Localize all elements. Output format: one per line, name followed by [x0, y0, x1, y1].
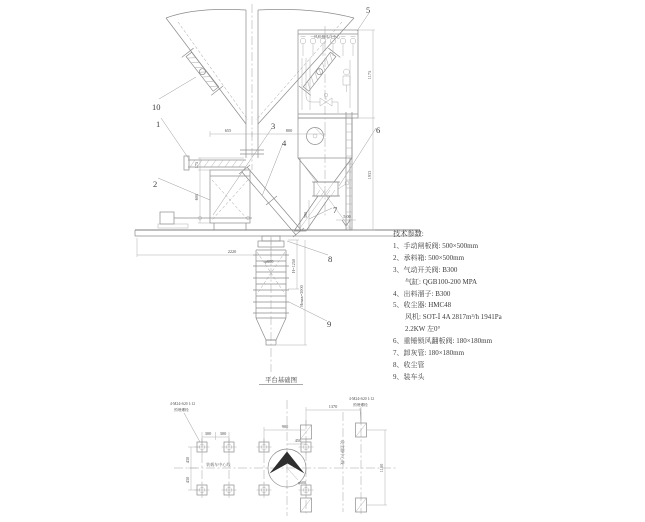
dim-h1250: H=1250: [291, 258, 296, 274]
tech-param-item-6: 6、重锤锁风翻板阀: 180×180mm: [393, 337, 493, 346]
part-label-2: 2: [153, 179, 158, 189]
tech-param-item-3: 3、气动开关阀: B300: [393, 265, 458, 274]
elevation-marker-text: 5.00: [343, 214, 351, 219]
dim-430-b: 430: [185, 476, 190, 484]
v-centerline-label: 收尘器中心线: [340, 440, 345, 465]
tech-param-item-5-sub1: 风机: SOT-Ⅰ 4A 2817m³/h 1941Pa: [405, 313, 502, 322]
bolt-note-right-line2: 预埋螺栓: [353, 403, 368, 407]
tech-param-item-4: 4、出料溜子: B300: [393, 289, 451, 298]
tech-param-item-2: 2、承料箱: 500×500mm: [393, 253, 465, 262]
dim-1933: 1933: [367, 170, 372, 180]
dim-2220: 2220: [227, 249, 237, 254]
tech-param-item-1: 1、手动闸板阀: 500×500mm: [393, 241, 479, 250]
part-label-1: 1: [156, 119, 161, 129]
dim-1175: 1175: [367, 70, 372, 80]
dim-phi600: φ600: [264, 259, 274, 264]
dim-600: 600: [194, 193, 199, 201]
part-label-6: 6: [376, 125, 381, 135]
tech-param-item-9: 9、装车头: [393, 372, 425, 381]
wall-vibrator-left: [182, 48, 223, 95]
dim-390: 390: [303, 211, 308, 219]
bolt-note-left-line1: 4-M24×620 1:12: [170, 402, 196, 406]
dim-300-a: 300: [204, 431, 212, 436]
h-centerline-label: 装载车中心线: [206, 462, 231, 467]
tech-param-item-7: 7、卸灰管: 180×180mm: [393, 349, 465, 358]
dim-430-a: 430: [185, 456, 190, 464]
bolt-note-left-line2: 预埋螺栓: [174, 408, 189, 412]
part-label-7: 7: [333, 205, 338, 215]
ash-pipe: [294, 196, 330, 231]
flap-valve: [312, 181, 349, 196]
part-label-5: 5: [366, 5, 371, 15]
dim-phi600-plan: φ600: [298, 481, 306, 485]
dim-1100: 1100: [379, 463, 384, 473]
dim-300-b: 300: [219, 431, 227, 436]
main-elevation-view: [135, 4, 420, 372]
fan-outlet-note: 风机排风口中心: [314, 35, 340, 39]
pneumatic-cylinder: [158, 212, 252, 228]
dim-1370: 1370: [328, 404, 338, 409]
part-label-3: 3: [271, 121, 276, 131]
platform: [135, 230, 420, 236]
dim-900: 900: [281, 424, 289, 429]
dim-175: 175: [194, 161, 199, 169]
dim-800: 800: [285, 128, 293, 133]
fan-housing: [307, 128, 324, 145]
receiving-box: [210, 170, 250, 230]
tech-param-item-5: 5、收尘器: HMC48: [393, 301, 452, 310]
dim-655: 655: [224, 128, 232, 133]
part-label-10: 10: [152, 102, 161, 112]
dim-hmax3000: Hmax=3000: [299, 285, 304, 307]
tech-param-item-5-sub2: 2.2KW 左0°: [405, 325, 441, 334]
hopper: [166, 4, 354, 170]
foundation-plan: [170, 375, 396, 516]
anchor-bolts: [195, 423, 367, 512]
tech-param-item-8: 8、收尘管: [393, 360, 425, 369]
tech-param-item-3-sub: 气缸: QGB100-200 MPA: [405, 277, 478, 286]
part-label-8: 8: [328, 254, 333, 264]
part-label-9: 9: [327, 319, 332, 329]
dim-450: 450: [294, 438, 302, 443]
bolt-note-right-line1: 4-M24×620 1:12: [349, 397, 375, 401]
tech-params-list: [393, 229, 578, 384]
foundation-title: 平台基础图: [265, 377, 297, 384]
part-label-4: 4: [282, 138, 287, 148]
tech-params-title: 技术参数:: [393, 230, 424, 238]
